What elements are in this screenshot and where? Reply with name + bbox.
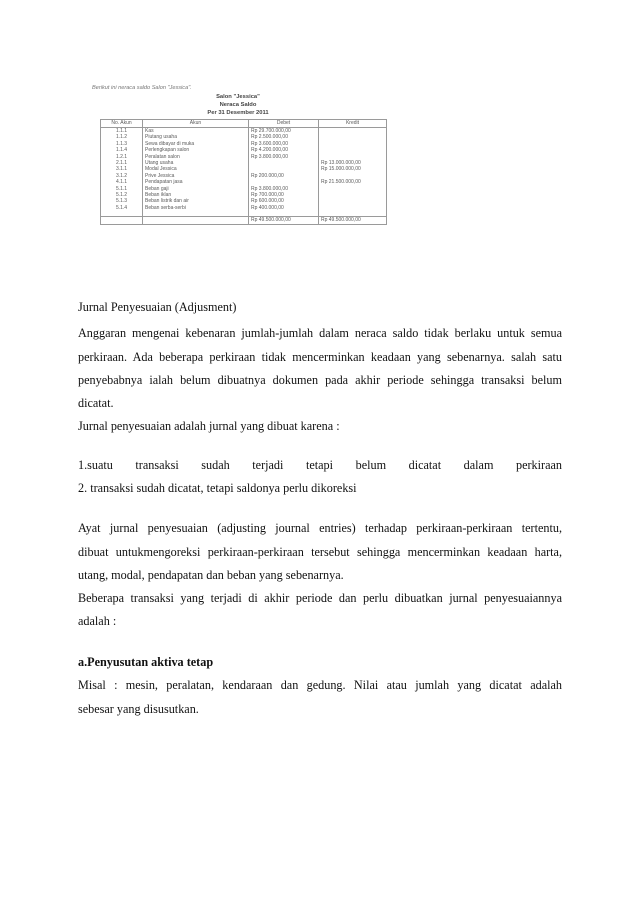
paragraph-line: dicatat. <box>78 396 114 410</box>
account-number-cell: 5.1.1 <box>101 186 143 192</box>
account-number-cell: 5.1.4 <box>101 205 143 211</box>
debit-cell: Rp 3.800.000,00 <box>249 154 319 160</box>
total-credit-cell: Rp 49.500.000,00 <box>319 217 387 225</box>
debit-cell: Rp 29.700.000,00 <box>249 128 319 135</box>
table-header-row <box>101 120 387 128</box>
col-header: No. Akun <box>101 120 143 128</box>
debit-cell: Rp 600.000,00 <box>249 198 319 204</box>
paragraph-line: Jurnal penyesuaian adalah jurnal yang dibuat karena : <box>78 419 340 433</box>
heading-jurnal-penyesuaian: Jurnal Penyesuaian (Adjusment) <box>78 300 237 314</box>
credit-cell: Rp 13.000.000,00 <box>319 160 387 166</box>
debit-cell: Rp 200.000,00 <box>249 173 319 179</box>
neraca-saldo-image <box>88 84 390 264</box>
credit-cell: Rp 15.000.000,00 <box>319 166 387 172</box>
account-name-cell: Prive Jessica <box>143 173 249 179</box>
total-row <box>101 217 387 225</box>
account-name-cell: Beban serba-serbi <box>143 205 249 211</box>
account-number-cell: 3.1.1 <box>101 166 143 172</box>
empty-cell <box>143 217 249 225</box>
account-name-cell: Pendapatan jasa <box>143 179 249 185</box>
credit-cell: Rp 21.500.000,00 <box>319 179 387 185</box>
account-number-cell: 1.1.3 <box>101 141 143 147</box>
paragraph-line: penyebabnya ialah belum dibuatnya dokumen pada akhir periode sehingga transaksi belum <box>78 373 562 387</box>
account-name-cell: Kas <box>143 128 249 135</box>
paragraph-line: utang, modal, pendapatan dan beban yang sebenarnya. <box>78 568 344 582</box>
debit-cell: Rp 2.500.000,00 <box>249 134 319 140</box>
empty-cell <box>101 217 143 225</box>
total-debit-cell: Rp 49.500.000,00 <box>249 217 319 225</box>
debit-cell: Rp 4.200.000,00 <box>249 147 319 153</box>
debit-cell: Rp 700.000,00 <box>249 192 319 198</box>
paragraph-line: dibuat untukmengoreksi perkiraan-perkiraan tersebut sehingga mencerminkan keadaan harta, <box>78 545 562 559</box>
paragraph-line: adalah : <box>78 614 117 628</box>
col-header: Debet <box>249 120 319 128</box>
scan-title: Salon "Jessica" <box>216 94 260 100</box>
list-item: 2. transaksi sudah dicatat, tetapi saldonya perlu dikoreksi <box>78 481 357 495</box>
paragraph-line: Misal : mesin, peralatan, kendaraan dan gedung. Nilai atau jumlah yang dicatat adalah <box>78 678 562 692</box>
paragraph-line: sebesar yang disusutkan. <box>78 702 199 716</box>
account-number-cell: 3.1.2 <box>101 173 143 179</box>
account-name-cell: Utang usaha <box>143 160 249 166</box>
account-number-cell: 2.1.1 <box>101 160 143 166</box>
account-name-cell: Beban gaji <box>143 186 249 192</box>
scan-intro: Berikut ini neraca saldo Salon "Jessica". <box>92 85 192 91</box>
account-number-cell: 1.1.4 <box>101 147 143 153</box>
account-name-cell: Beban listrik dan air <box>143 198 249 204</box>
account-number-cell: 4.1.1 <box>101 179 143 185</box>
credit-cell <box>319 128 387 135</box>
list-item: 1.suatu transaksi sudah terjadi tetapi belum dicatat dalam perkiraan <box>78 458 562 472</box>
paragraph-line: Ayat jurnal penyesuaian (adjusting journal entries) terhadap perkiraan-perkiraan tertentu, <box>78 521 562 535</box>
neraca-saldo-table <box>100 119 387 225</box>
account-name-cell: Piutang usaha <box>143 134 249 140</box>
paragraph-line: Beberapa transaksi yang terjadi di akhir periode dan perlu dibuatkan jurnal penyesuaiannya <box>78 591 562 605</box>
account-name-cell: Perlengkapan salon <box>143 147 249 153</box>
paragraph-line: perkiraan. Ada beberapa perkiraan tidak mencerminkan keadaan yang sebenarnya. salah satu <box>78 350 562 364</box>
account-name-cell: Peralatan salon <box>143 154 249 160</box>
col-header: Kredit <box>319 120 387 128</box>
account-name-cell: Modal Jessica <box>143 166 249 172</box>
debit-cell: Rp 3.600.000,00 <box>249 141 319 147</box>
paragraph-line: Anggaran mengenai kebenaran jumlah-jumlah dalam neraca saldo tidak berlaku untuk semua <box>78 326 562 340</box>
debit-cell: Rp 3.800.000,00 <box>249 186 319 192</box>
account-number-cell: 1.1.2 <box>101 134 143 140</box>
subheading-penyusutan: a.Penyusutan aktiva tetap <box>78 655 214 669</box>
scan-date: Per 31 Desember 2011 <box>207 110 269 116</box>
account-name-cell: Beban iklan <box>143 192 249 198</box>
scan-subtitle: Neraca Saldo <box>219 102 257 108</box>
debit-cell: Rp 400.000,00 <box>249 205 319 211</box>
account-number-cell: 5.1.2 <box>101 192 143 198</box>
account-name-cell: Sewa dibayar di muka <box>143 141 249 147</box>
account-number-cell: 1.2.1 <box>101 154 143 160</box>
account-number-cell: 5.1.3 <box>101 198 143 204</box>
account-number-cell: 1.1.1 <box>101 128 143 135</box>
table-row <box>101 128 387 135</box>
col-header: Akun <box>143 120 249 128</box>
